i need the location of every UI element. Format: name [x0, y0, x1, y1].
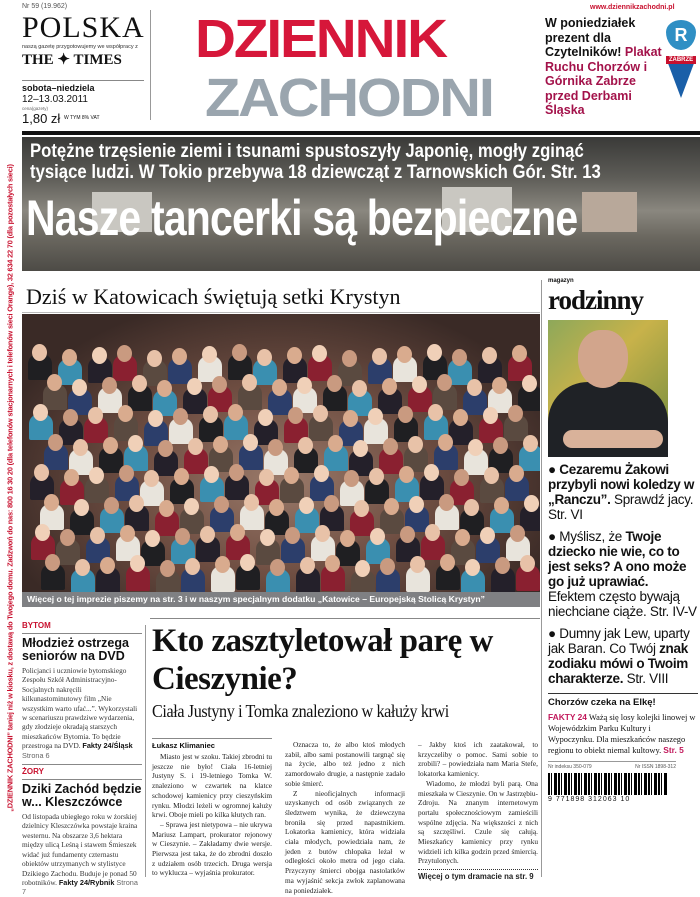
- article-column-3: [418, 740, 538, 882]
- priest-photo: [548, 320, 668, 457]
- person-face: [285, 527, 300, 544]
- divider: [150, 10, 151, 120]
- index-number: Nr indeksu 350-079: [548, 764, 592, 770]
- polska-logo: POLSKA: [22, 11, 145, 44]
- teaser-text: ● Dumny jak Lew, uparty jak Baran. Co Twój: [548, 626, 690, 656]
- person-face: [438, 434, 453, 451]
- person-face: [184, 498, 199, 515]
- zory-body: Od listopada ubiegłego roku w żorskiej dzielnicy Kleszczówka powstaje kraina westernu. Na obszarze 3,6 hektara między ulicą Leśną i stawem Śmieszek widać już fundamenty czternastu obiektów utrzymanych w stylistyce Dzikiego Zachodu. Buduje je ponad 50 robotników.: [22, 812, 138, 887]
- person-face: [259, 469, 274, 486]
- person-face: [437, 374, 452, 391]
- person-face: [399, 466, 414, 483]
- person-face: [439, 494, 454, 511]
- person-face: [314, 465, 329, 482]
- person-face: [104, 497, 119, 514]
- person-face: [465, 559, 480, 576]
- person-face: [63, 409, 78, 426]
- person-face: [147, 350, 162, 367]
- person-face: [185, 558, 200, 575]
- person-face: [483, 407, 498, 424]
- person-face: [44, 494, 59, 511]
- person-face: [103, 437, 118, 454]
- person-face: [455, 529, 470, 546]
- divider: [150, 618, 540, 619]
- person-face: [398, 406, 413, 423]
- person-face: [440, 554, 455, 571]
- paragraph: Wiadomo, że młodzi byli parą. Ona mieszkała w Cieszynie. On w Jastrzębiu-Zdroju. Na znanym internetowym portalu społecznościowym zamieścili wspólne zdjęcia. Na większości z nich są szczęśliwi. Czule się całują. Mieszkańcy kamienicy przy rynku widzieli ich kilka godzin przed śmiercią. Przytulonych.: [418, 778, 538, 866]
- krystyn-headline[interactable]: Dziś w Katowicach świętują setki Krystyn: [22, 283, 540, 313]
- partner-note: naszą gazetę przygotowujemy we współpracy z: [22, 44, 138, 50]
- person-face: [524, 495, 539, 512]
- person-face: [324, 495, 339, 512]
- chorzow-text: [548, 712, 698, 756]
- person-face: [214, 496, 229, 513]
- person-face: [148, 410, 163, 427]
- person-face: [202, 346, 217, 363]
- page-ref: Strona 6: [22, 750, 50, 760]
- person-face: [132, 375, 147, 392]
- gornik-zabrze-logo: [666, 58, 696, 98]
- person-face: [425, 524, 440, 541]
- banner-subhead: [30, 141, 601, 183]
- website-link[interactable]: www.dziennikzachodni.pl: [590, 4, 675, 11]
- person-face: [509, 465, 524, 482]
- person-face: [428, 404, 443, 421]
- person-face: [315, 525, 330, 542]
- person-face: [100, 557, 115, 574]
- promo-highlight: Plakat Ruchu Chorzów i Górnika Zabrze przed Derbami Śląska: [545, 45, 662, 117]
- person-face: [495, 557, 510, 574]
- person-face: [383, 438, 398, 455]
- zory-kicker: ŻORY: [22, 767, 44, 777]
- page-ref: Strona 7: [22, 877, 138, 897]
- person-face: [203, 406, 218, 423]
- person-face: [492, 377, 507, 394]
- divider: [22, 764, 142, 765]
- teaser-seks[interactable]: [548, 529, 698, 619]
- teaser-ranczo[interactable]: [548, 462, 698, 522]
- person-face: [300, 557, 315, 574]
- person-face: [45, 554, 60, 571]
- figure-arms: [563, 430, 663, 448]
- person-face: [467, 379, 482, 396]
- person-face: [144, 470, 159, 487]
- person-face: [297, 377, 312, 394]
- person-face: [520, 555, 535, 572]
- teaser-bold: znak zodiaku mówi o Twoim charakterze.: [548, 641, 689, 686]
- person-face: [484, 467, 499, 484]
- person-face: [90, 527, 105, 544]
- divider: [22, 633, 142, 634]
- paragraph: Z nieoficjalnych informacji uzyskanych od osób związanych ze śledztwem wynika, że dziewczyna broniła się przed napastnikiem. Lokatorka kamienicy, która widziała ciała młodych, powiedziała nam, że jeden z butów chłopaka leżał w odległości około metra od jego ciała. Przyczyny śmierci obojga nastolatków ma wyjaśnić sekcja zwłok zaplanowana na poniedziałek.: [285, 788, 405, 895]
- bytom-kicker: BYTOM: [22, 621, 51, 630]
- person-face: [480, 527, 495, 544]
- promo-text: W poniedziałek prezent dla Czytelników!: [545, 16, 636, 59]
- person-face: [173, 408, 188, 425]
- person-face: [409, 496, 424, 513]
- person-face: [453, 409, 468, 426]
- person-face: [424, 464, 439, 481]
- person-face: [400, 526, 415, 543]
- person-face: [452, 349, 467, 366]
- person-face: [34, 464, 49, 481]
- paragraph: Miasto jest w szoku. Takiej zbrodni tu jeszcze nie było! Ciała 16-letniej Justyny S. i 19-letniego Tomka W. znaleziono w czwartek na klatce schodowej kamienicy przy cieszyńskim rynku. Młodzi leżeli w ogromnej kałuży krwi. Oboje mieli po kilka kłutych ran.: [152, 752, 272, 820]
- person-face: [229, 464, 244, 481]
- person-face: [510, 525, 525, 542]
- person-face: [158, 440, 173, 457]
- person-face: [232, 344, 247, 361]
- person-face: [118, 405, 133, 422]
- person-face: [172, 348, 187, 365]
- person-face: [117, 345, 132, 362]
- barcode-number: 9 771898 312063 10: [548, 796, 631, 803]
- person-face: [384, 498, 399, 515]
- header-rule: [22, 131, 700, 135]
- person-face: [312, 345, 327, 362]
- person-face: [72, 379, 87, 396]
- person-face: [508, 405, 523, 422]
- person-face: [325, 555, 340, 572]
- masthead-dziennik: DZIENNIK: [195, 9, 446, 69]
- section-ref: Fakty 24/Śląsk: [82, 741, 133, 751]
- article-column-2: [285, 740, 405, 895]
- times-logo: THE ✦ TIMES: [22, 52, 122, 68]
- person-face: [270, 559, 285, 576]
- person-face: [427, 344, 442, 361]
- person-face: [260, 529, 275, 546]
- divider: [22, 80, 144, 81]
- left-column: [22, 621, 142, 897]
- chorzow-box: [548, 693, 698, 756]
- person-face: [240, 554, 255, 571]
- subscription-strip: [0, 100, 20, 877]
- person-face: [129, 495, 144, 512]
- person-face: [269, 499, 284, 516]
- issue-day: sobota–niedziela: [22, 83, 95, 93]
- person-face: [62, 349, 77, 366]
- person-face: [370, 528, 385, 545]
- person-face: [340, 530, 355, 547]
- divider: [145, 625, 146, 877]
- person-face: [369, 468, 384, 485]
- person-face: [272, 379, 287, 396]
- person-face: [188, 438, 203, 455]
- teaser-text: Efektem często bywają niechciane ciąże. Str. IV-V: [548, 589, 697, 619]
- person-face: [412, 376, 427, 393]
- section-tag: FAKTY 24: [548, 712, 587, 722]
- zory-text: [22, 812, 142, 897]
- person-face: [313, 405, 328, 422]
- person-face: [258, 409, 273, 426]
- person-face: [64, 469, 79, 486]
- person-face: [408, 436, 423, 453]
- house-shape: [582, 192, 637, 232]
- person-face: [128, 435, 143, 452]
- person-face: [288, 407, 303, 424]
- article-column-1: [152, 752, 272, 878]
- person-face: [352, 380, 367, 397]
- person-face: [522, 375, 537, 392]
- person-face: [89, 467, 104, 484]
- person-face: [372, 348, 387, 365]
- section-ref: Fakty 24/Rybnik: [58, 877, 115, 887]
- banner-subhead-line: Potężne trzęsienie ziemi i tsunami spustoszyły Japonię, mogły zginąć: [30, 141, 584, 162]
- person-face: [47, 374, 62, 391]
- main-headline[interactable]: Kto zasztyletował parę w Cieszynie?: [152, 623, 493, 697]
- person-face: [523, 435, 538, 452]
- person-face: [512, 345, 527, 362]
- krystyn-group-photo[interactable]: [22, 314, 540, 592]
- teaser-text: Str. VIII: [623, 671, 669, 686]
- person-face: [119, 465, 134, 482]
- bytom-body: Policjanci i uczniowie bytomskiego Zespołu Szkół Administracyjno-Socjalnych nakręcili kilkunastominutowy film „Nie wszystkim warto ufać...”. Wykorzystali w scenariuszu prawdziwe wydarzenia, gdy złodzieje okradają starszych mieszkańców Bytomia. To będzie przestroga na DVD.: [22, 666, 138, 751]
- price-label: cena(gazety): [22, 106, 49, 111]
- main-subhead: Ciała Justyny i Tomka znaleziono w kałuży krwi: [152, 701, 449, 721]
- teaser-zodiak[interactable]: [548, 626, 698, 686]
- paragraph: Oznacza to, że albo ktoś młodych zabił, albo sami postanowili targnąć się na życie, albo też jedno z nich zamordowało drugie, a następnie zadało sobie śmierć.: [285, 740, 405, 788]
- person-face: [368, 408, 383, 425]
- person-face: [242, 374, 257, 391]
- person-face: [494, 497, 509, 514]
- price-vat: W TYM 8% VAT: [63, 115, 100, 121]
- japan-banner-photo[interactable]: [22, 137, 700, 271]
- author: Łukasz Klimaniec: [152, 738, 272, 751]
- person-face: [92, 347, 107, 364]
- gornik-zabrze-label: ZABRZE: [666, 56, 696, 64]
- masthead-zachodni: ZACHODNI: [205, 68, 493, 128]
- person-face: [48, 434, 63, 451]
- bytom-text: [22, 666, 142, 760]
- person-face: [257, 349, 272, 366]
- person-face: [200, 526, 215, 543]
- person-face: [215, 556, 230, 573]
- issue-number: Nr 59 (19.962): [22, 3, 68, 10]
- person-face: [493, 437, 508, 454]
- person-face: [159, 500, 174, 517]
- person-face: [228, 404, 243, 421]
- person-face: [327, 375, 342, 392]
- person-face: [187, 378, 202, 395]
- person-face: [344, 470, 359, 487]
- magazine-title[interactable]: rodzinny: [548, 285, 644, 315]
- right-column: [548, 462, 698, 804]
- person-face: [482, 347, 497, 364]
- person-face: [32, 344, 47, 361]
- chorzow-headline[interactable]: Chorzów czeka na Elkę!: [548, 697, 656, 708]
- person-face: [355, 560, 370, 577]
- subscription-text: „DZIENNIK ZACHODNI” taniej niż w kiosku, z dostawą do Twojego domu. Zadzwoń do nas: 800 16 30 20 (dla telefonów stacjonarnych i telefonów sieci Orange), 32 634 22 70 (dla pozostałych sieci): [5, 164, 15, 812]
- person-face: [145, 530, 160, 547]
- person-face: [410, 556, 425, 573]
- person-face: [160, 560, 175, 577]
- person-face: [287, 347, 302, 364]
- person-face: [468, 439, 483, 456]
- person-face: [268, 439, 283, 456]
- page-ref: Str. 5: [663, 745, 684, 755]
- person-face: [342, 350, 357, 367]
- person-face: [33, 404, 48, 421]
- person-face: [102, 377, 117, 394]
- person-face: [60, 529, 75, 546]
- divider: [22, 779, 142, 780]
- magazine-label: magazyn: [548, 278, 574, 284]
- person-face: [174, 468, 189, 485]
- banner-headline[interactable]: Nasze tancerki są bezpieczne: [26, 190, 578, 246]
- ruch-chorzow-logo: R: [666, 20, 696, 50]
- paragraph: – Jakby ktoś ich zaatakował, to krzyczeliby o pomoc. Sami sobie to zrobili? – powiedziała nam Maria Stefe, lokatorka kamienicy.: [418, 740, 538, 779]
- price: [22, 111, 100, 126]
- person-face: [464, 499, 479, 516]
- banner-subhead-line: tysiące ludzi. W Tokio przebywa 18 dziewcząt z Tarnowskich Gór. Str. 13: [30, 162, 601, 183]
- person-face: [343, 410, 358, 427]
- divider: [541, 280, 542, 877]
- person-face: [243, 434, 258, 451]
- krystyn-caption: Więcej o tej imprezie piszemy na str. 3 i w naszym specjalnym dodatku „Katowice – Europejską Stolicą Krystyn”: [22, 592, 540, 607]
- price-value: 1,80 zł: [22, 111, 61, 126]
- person-face: [284, 467, 299, 484]
- person-face: [299, 497, 314, 514]
- teaser-bold: ● Cezaremu Żakowi przybyli nowi koledzy w „Ranczu”.: [548, 462, 695, 507]
- index-info: [548, 761, 676, 771]
- chorzow-body: Ważą się losy kolejki linowej w Wojewódzkim Parku Kultury i Wypoczynku. Dla mieszkańców naszego regionu to obiekt niemal kultowy.: [548, 713, 696, 755]
- person-face: [397, 346, 412, 363]
- person-face: [213, 436, 228, 453]
- teaser-text: ● Myślisz, że: [548, 529, 626, 544]
- promo-box: [545, 16, 663, 118]
- barcode: [548, 773, 668, 795]
- person-face: [73, 439, 88, 456]
- person-face: [353, 440, 368, 457]
- person-face: [75, 559, 90, 576]
- person-face: [175, 528, 190, 545]
- person-face: [354, 500, 369, 517]
- person-face: [298, 437, 313, 454]
- issue-date: 12–13.03.2011: [22, 94, 88, 105]
- person-face: [380, 558, 395, 575]
- person-face: [130, 555, 145, 572]
- person-face: [212, 376, 227, 393]
- person-face: [157, 380, 172, 397]
- paragraph: – Sprawa jest nietypowa – nie ukrywa Mariusz Lampart, prokurator rejonowy w Cieszynie. – Zakładamy dwie wersje. Pierwsza jest taka, że do zbrodni doszło z udziałem osób trzecich. Druga wersja to wyklucza – wyjaśnia prokurator.: [152, 819, 272, 878]
- person-face: [120, 525, 135, 542]
- continued-link[interactable]: Więcej o tym dramacie na str. 9: [418, 869, 538, 882]
- person-face: [88, 407, 103, 424]
- person-face: [74, 499, 89, 516]
- figure-head: [578, 330, 628, 388]
- zory-headline[interactable]: Dziki Zachód będzie w... Kleszczówce: [22, 782, 142, 810]
- person-face: [244, 494, 259, 511]
- bytom-headline[interactable]: Młodzież ostrzega seniorów na DVD: [22, 636, 129, 663]
- person-face: [328, 435, 343, 452]
- person-face: [382, 378, 397, 395]
- person-face: [454, 469, 469, 486]
- person-face: [35, 524, 50, 541]
- person-face: [230, 524, 245, 541]
- teaser-text: Sprawdź jacy. Str. VI: [548, 492, 694, 522]
- person-face: [204, 466, 219, 483]
- issn-number: Nr ISSN 1898-312: [635, 764, 676, 770]
- teaser-bold: Twoje dziecko nie wie, co to jest seks? A ono może go już uprawiać.: [548, 529, 687, 589]
